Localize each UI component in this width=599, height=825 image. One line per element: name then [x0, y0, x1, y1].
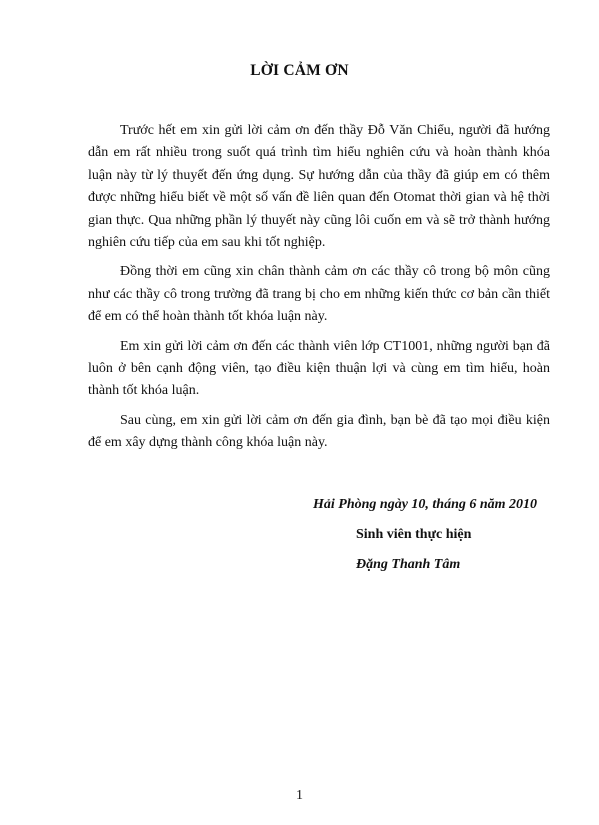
paragraph-4: Sau cùng, em xin gửi lời cảm ơn đến gia đình, bạn bè đã tạo mọi điều kiện để em xây dựng thành công khóa luận này. — [88, 412, 550, 451]
signature-role: Sinh viên thực hiện — [356, 527, 472, 542]
page-number: 1 — [296, 788, 303, 803]
paragraph-1: Trước hết em xin gửi lời cảm ơn đến thầy Đỗ Văn Chiểu, người đã hướng dẫn em rất nhiều trong suốt quá trình tìm hiểu nghiên cứu và hoàn thành khóa luận này từ lý thuyết đến ứng dụng. Sự hướng dẫn của thầy đã giúp em có thêm được những hiểu biết về một số vấn đề liên quan đến Otomat thời gian và hệ thời gian thực. Qua những phần lý thuyết này cũng lôi cuốn em và sẽ trở thành hướng nghiên cứu tiếp của em sau khi tốt nghiệp. — [88, 123, 550, 251]
body-text — [88, 120, 550, 462]
paragraph-3: Em xin gửi lời cảm ơn đến các thành viên lớp CT1001, những người bạn đã luôn ở bên cạnh động viên, tạo điều kiện thuận lợi và cùng em tìm hiểu, hoàn thành tốt khóa luận. — [88, 338, 550, 399]
paragraph-2: Đồng thời em cũng xin chân thành cảm ơn các thầy cô trong bộ môn cũng như các thầy cô trong trường đã trang bị cho em những kiến thức cơ bản cần thiết để em có thể hoàn thành tốt khóa luận này. — [88, 264, 550, 325]
signature-name: Đặng Thanh Tâm — [356, 557, 461, 572]
signature-date: Hải Phòng ngày 10, tháng 6 năm 2010 — [313, 497, 538, 512]
page-title: LỜI CẢM ƠN — [250, 62, 349, 79]
